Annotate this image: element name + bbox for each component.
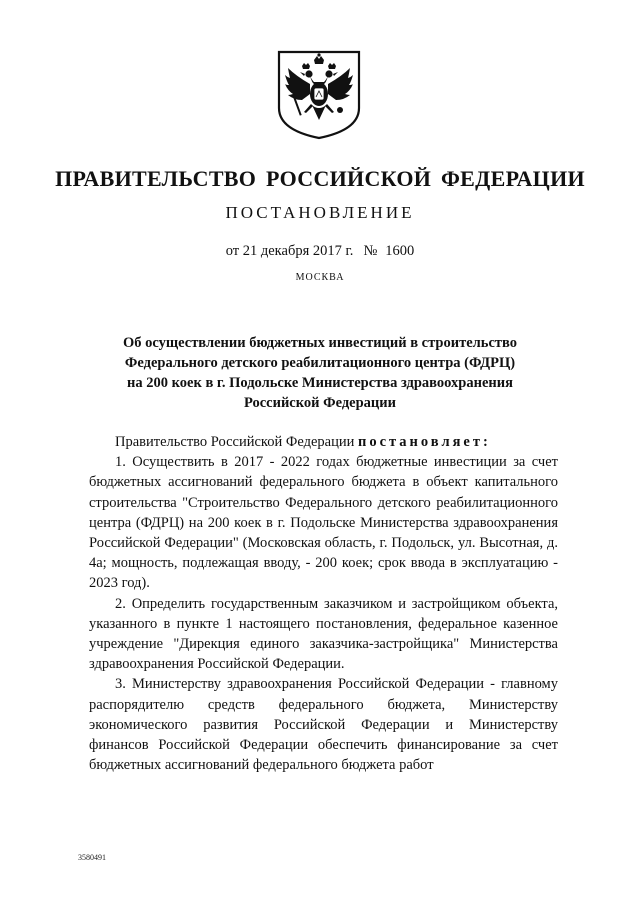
heading-line: на 200 коек в г. Подольске Министерства здравоохранения [127,375,513,391]
date-number-line [0,243,640,260]
document-body [89,432,558,775]
intro-paragraph [89,432,558,452]
heading-line: Российской Федерации [243,395,396,411]
number-label: № [363,243,378,259]
government-title: ПРАВИТЕЛЬСТВО РОССИЙСКОЙ ФЕДЕРАЦИИ [55,166,585,191]
paragraph-1: 1. Осуществить в 2017 - 2022 годах бюджетные инвестиции за счет бюджетных ассигнований федерального бюджета в объект капитального строительства "Строительство Федерального детского реабилитационного центра (ФДРЦ) на 200 коек в г. Подольске Министерства здравоохранения Российской Федерации" (Московская область, г. Подольск, ул. Высотная, д. 4а; мощность, подлежащая вводу, - 200 коек; срок ввода в эксплуатацию - 2023 год). [89,454,558,592]
paragraph-3: 3. Министерству здравоохранения Российской Федерации - главному распорядителю средств федерального бюджета, Министерству экономического развития Российской Федерации и Министерству финансов Российской Федерации обеспечить финансирование за счет бюджетных ассигнований федерального бюджета работ [89,676,558,774]
paragraph-2: 2. Определить государственным заказчиком и застройщиком объекта, указанного в пункте 1 настоящего постановления, федеральное казенное учреждение "Дирекция единого заказчика-застройщика" Министерства здравоохранения Российской Федерации. [89,595,558,673]
document-type: ПОСТАНОВЛЕНИЕ [225,203,415,222]
heading-line: Об осуществлении бюджетных инвестиций в строительство [123,335,517,351]
document-heading [120,333,520,413]
heading-line: Федерального детского реабилитационного центра (ФДРЦ) [124,355,516,371]
intro-verb: постановляет: [357,434,491,450]
coat-of-arms-icon [276,50,362,140]
document-number: 1600 [385,243,415,259]
document-date: от 21 декабря 2017 г. [225,243,354,259]
city: МОСКВА [295,272,345,283]
document-code: 3580491 [78,853,106,862]
intro-subject: Правительство Российской Федерации [115,434,355,450]
